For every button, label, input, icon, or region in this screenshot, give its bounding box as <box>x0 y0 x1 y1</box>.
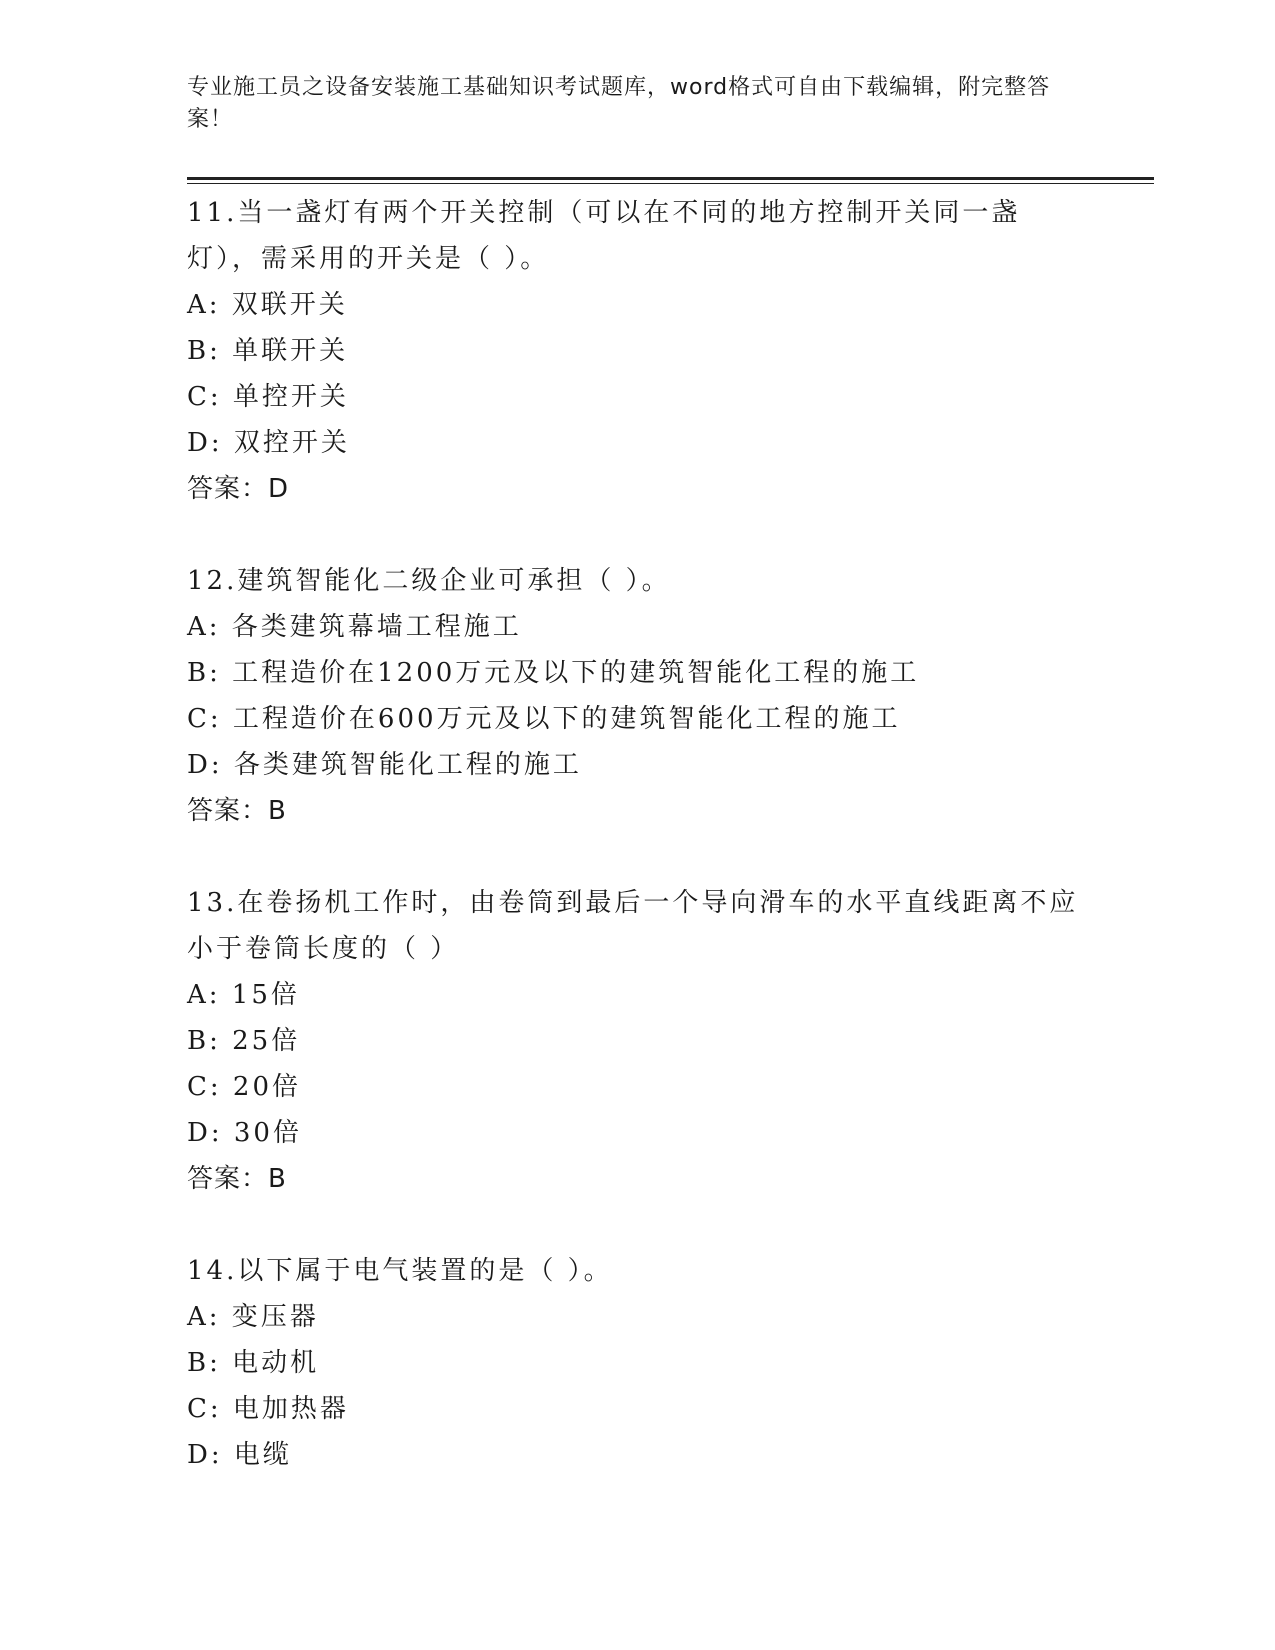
question-stem: 13.在卷扬机工作时，由卷筒到最后一个导向滑车的水平直线距离不应小于卷筒长度的（ ） <box>187 888 1079 964</box>
option-c: C: 20倍 <box>187 1072 302 1102</box>
question-stem: 11.当一盏灯有两个开关控制（可以在不同的地方控制开关同一盏灯），需采用的开关是（ ）。 <box>187 198 1021 274</box>
question-12 <box>187 558 1087 834</box>
question-stem: 12.建筑智能化二级企业可承担（ ）。 <box>187 566 671 596</box>
option-a: A: 各类建筑幕墙工程施工 <box>187 612 522 642</box>
header-divider-thick <box>187 177 1154 180</box>
option-d: D: 电缆 <box>187 1440 292 1470</box>
option-c: C: 工程造价在600万元及以下的建筑智能化工程的施工 <box>187 704 901 734</box>
option-a: A: 双联开关 <box>187 290 348 320</box>
question-13 <box>187 880 1087 1202</box>
option-b: B: 25倍 <box>187 1026 301 1056</box>
option-c: C: 单控开关 <box>187 382 349 412</box>
option-b: B: 电动机 <box>187 1348 320 1378</box>
option-d: D: 双控开关 <box>187 428 350 458</box>
option-d: D: 30倍 <box>187 1118 302 1148</box>
header-divider-thin <box>187 183 1154 184</box>
answer-line: 答案：D <box>187 474 290 504</box>
option-a: A: 变压器 <box>187 1302 319 1332</box>
option-d: D: 各类建筑智能化工程的施工 <box>187 750 582 780</box>
question-14 <box>187 1248 1087 1478</box>
question-11 <box>187 190 1087 512</box>
option-c: C: 电加热器 <box>187 1394 349 1424</box>
answer-line: 答案：B <box>187 796 287 826</box>
question-list <box>187 190 1087 1524</box>
question-stem: 14.以下属于电气装置的是（ ）。 <box>187 1256 613 1286</box>
option-a: A: 15倍 <box>187 980 300 1010</box>
option-b: B: 工程造价在1200万元及以下的建筑智能化工程的施工 <box>187 658 920 688</box>
option-b: B: 单联开关 <box>187 336 349 366</box>
answer-line: 答案：B <box>187 1164 287 1194</box>
document-header: 专业施工员之设备安装施工基础知识考试题库，word格式可自由下载编辑，附完整答案！ <box>187 75 1051 132</box>
